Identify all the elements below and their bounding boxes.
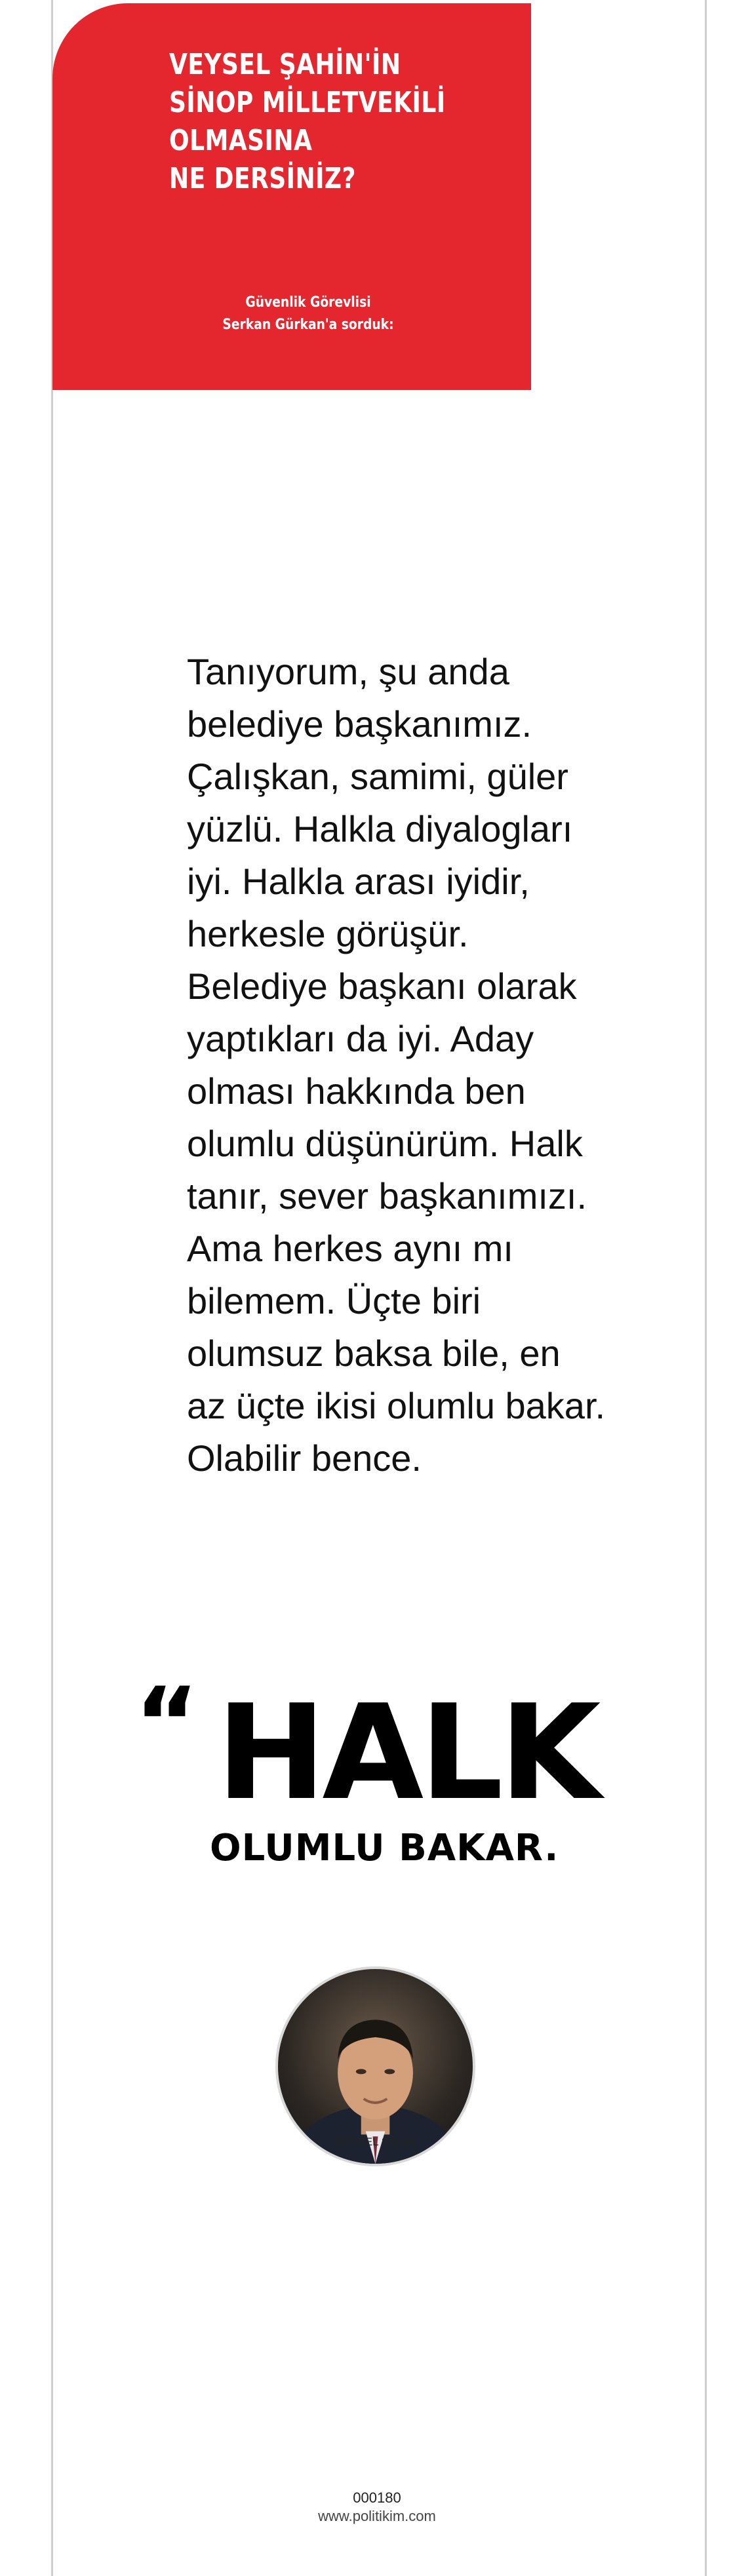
pull-quote-headline: HALK xyxy=(216,1677,597,1829)
pull-quote-subline: OLUMLU BAKAR. xyxy=(210,1827,559,1869)
answer-text: Tanıyorum, şu anda belediye başkanımız. Çalışkan, samimi, güler yüzlü. Halkla diyalogları iyi. Halkla arası iyidir, herkesle görüşür. Belediye başkanı olarak yaptıkları da iyi. Aday olması hakkında ben olumlu düşünürüm. Halk tanır, sever başkanımızı. Ama herkes aynı mı bilemem. Üçte biri olumsuz baksa bile, en az üçte ikisi olumlu bakar. Olabilir bence. xyxy=(187,651,606,1479)
headline-line: NE DERSİNİZ? xyxy=(169,162,356,195)
headline-line: VEYSEL ŞAHİN'İN xyxy=(169,48,401,81)
byline-name: Serkan Gürkan'a sorduk: xyxy=(222,317,394,333)
question-headline xyxy=(169,46,448,198)
quote-mark: “ xyxy=(134,1667,199,1781)
headline-line: OLMASINA xyxy=(169,124,313,157)
portrait-caption: VEYSEL ŞAHİN xyxy=(335,2136,416,2148)
headline-line: SİNOP MİLLETVEKİLİ xyxy=(169,86,446,119)
footer-code: 000180 xyxy=(353,2489,401,2506)
person-photo-icon xyxy=(278,1969,473,2164)
right-border-line xyxy=(705,0,707,2576)
interviewee-byline xyxy=(208,292,408,336)
byline-role: Güvenlik Görevlisi xyxy=(245,294,371,311)
footer-url: www.politikim.com xyxy=(318,2508,436,2524)
